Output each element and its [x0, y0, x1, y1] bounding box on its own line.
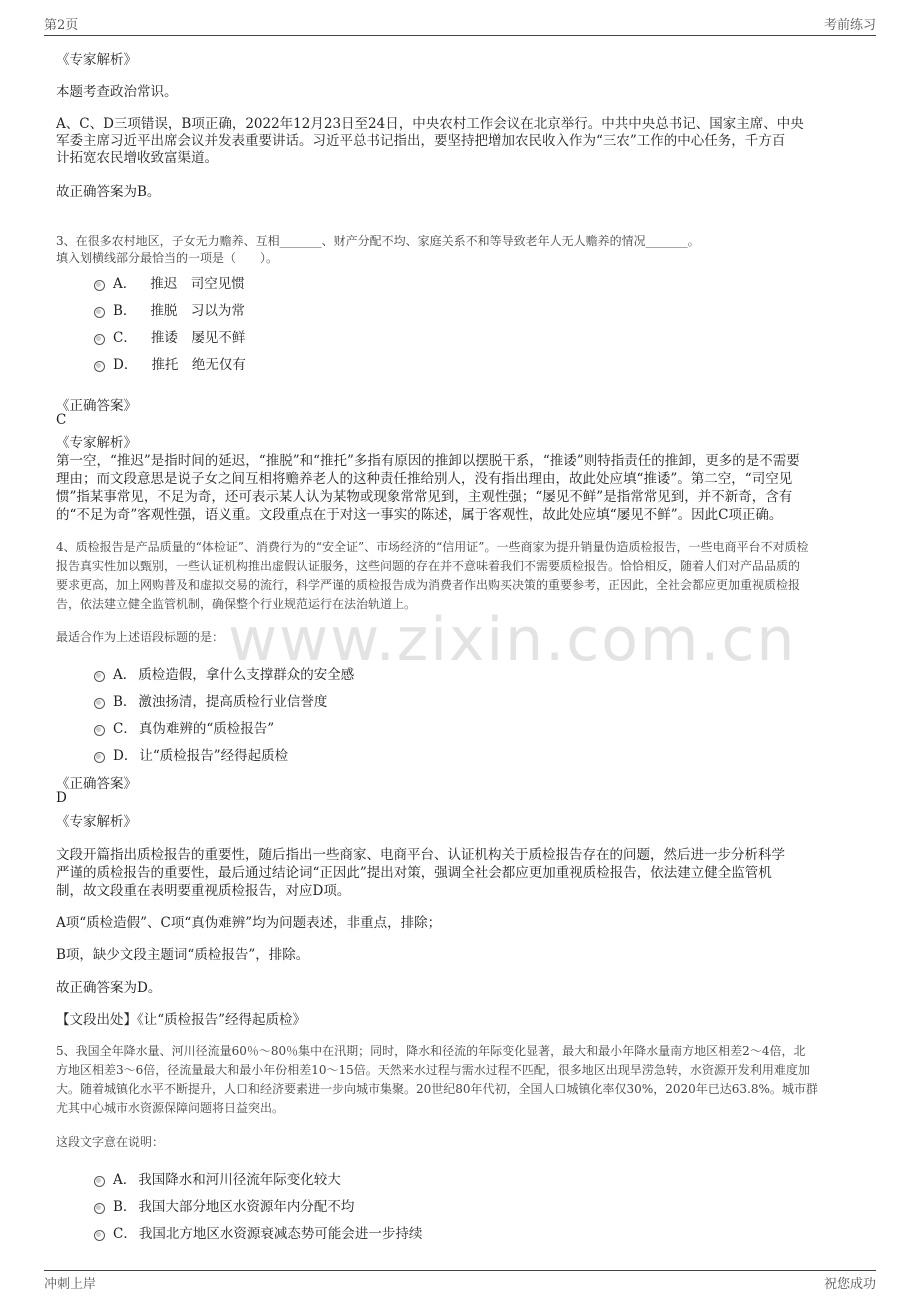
- watermark: www.zixin.com.cn: [228, 605, 797, 675]
- q3-option-b[interactable]: B． 推脱 习以为常: [94, 299, 245, 319]
- q5-option-c[interactable]: C． 我国北方地区水资源衰减态势可能会进一步持续: [94, 1222, 422, 1242]
- q3-answer: C: [56, 412, 67, 428]
- q2-body-line: 计拓宽农民增收致富渠道。: [56, 150, 218, 166]
- q5-stem-line: 大。随着城镇化水平不断提升，人口和经济要素进一步向城市集聚。20世纪80年代初，全国人口城镇化率仅30%，2020年已达63.8%。城市群: [56, 1082, 818, 1096]
- q4-stem-line: 报告真实性加以甄别，一些认证机构推出虚假认证服务，这些问题的存在并不意味着我们不需要质检报告。恰恰相反，随着人们对产品品质的: [56, 559, 801, 573]
- radio-icon[interactable]: [94, 307, 105, 318]
- q2-conclusion: 故正确答案为B。: [56, 184, 161, 200]
- q4-analysis-line: 文段开篇指出质检报告的重要性，随后指出一些商家、电商平台、认证机构关于质检报告存在的问题，然后进一步分析科学: [56, 847, 785, 863]
- q3-analysis-line: 理由；而文段意思是说子女之间互相将赡养老人的这种责任推给别人，没有指出理由，故此处应填“推诿”。第二空，“司空见: [56, 471, 793, 487]
- q5-stem-line: 尤其中心城市水资源保障问题将日益突出。: [56, 1101, 285, 1115]
- page-header: [44, 14, 876, 36]
- radio-icon[interactable]: [94, 698, 105, 709]
- radio-icon[interactable]: [94, 1176, 105, 1187]
- q4-analysis-line: 严谨的质检报告的重要性，最后通过结论词“正因此”提出对策，强调全社会都应更加重视质检报告，依法建立健全监管机: [56, 865, 772, 881]
- q4-option-c[interactable]: C． 真伪难辨的“质检报告”: [94, 717, 274, 737]
- q4-stem-line: 告，依法建立健全监管机制，确保整个行业规范运行在法治轨道上。: [56, 597, 417, 611]
- q3-option-a[interactable]: A． 推迟 司空见惯: [94, 272, 245, 292]
- radio-icon[interactable]: [94, 280, 105, 291]
- radio-icon[interactable]: [94, 725, 105, 736]
- footer-left: 冲刺上岸: [44, 1277, 97, 1292]
- q4-option-a[interactable]: A． 质检造假，拿什么支撑群众的安全感: [94, 663, 354, 683]
- q3-stem-line: 填入划横线部分最恰当的一项是（ ）。: [56, 251, 279, 265]
- q4-note: B项，缺少文段主题词“质检报告”，排除。: [56, 947, 310, 963]
- q3-analysis-line: 惯”指某事常见，不足为奇，还可表示某人认为某物或现象常常见到，主观性强；“屡见不鲜”是指常常见到，并不新奇，含有: [56, 489, 793, 505]
- q2-body-line: 军委主席习近平出席会议并发表重要讲话。习近平总书记指出，要坚持把增加农民收入作为“三农”工作的中心任务，千方百: [56, 133, 786, 149]
- radio-icon[interactable]: [94, 671, 105, 682]
- q4-stem-line: 要求更高，加上网购普及和虚拟交易的流行，科学严谨的质检报告成为消费者作出购买决策的重要参考，正因此，全社会都应更加重视质检报: [56, 578, 801, 592]
- q4-conclusion: 故正确答案为D。: [56, 980, 162, 996]
- q5-prompt: 这段文字意在说明：: [56, 1135, 165, 1149]
- radio-icon[interactable]: [94, 334, 105, 345]
- q5-stem-line: 5、我国全年降水量、河川径流量60％～80％集中在汛期；同时，降水和径流的年际变化显著，最大和最小年降水量南方地区相差2～4倍，北: [56, 1044, 806, 1058]
- page-number: 第2页: [44, 18, 79, 33]
- q4-stem-line: 4、质检报告是产品质量的“体检证”、消费行为的“安全证”、市场经济的“信用证”。一些商家为提升销量伪造质检报告，一些电商平台不对质检: [56, 540, 809, 554]
- q5-stem-line: 方地区相差3～6倍，径流量最大和最小年份相差10～15倍。天然来水过程与需水过程不匹配，很多地区出现旱涝急转，水资源开发利用难度加: [56, 1063, 810, 1077]
- header-title: 考前练习: [823, 18, 876, 33]
- q4-answer: D: [56, 790, 67, 806]
- radio-icon[interactable]: [94, 361, 105, 372]
- q2-analysis-title: 《专家解析》: [56, 52, 137, 68]
- radio-icon[interactable]: [94, 1203, 105, 1214]
- q4-source: 【文段出处】《让“质检报告”经得起质检》: [56, 1012, 307, 1028]
- q3-option-d[interactable]: D． 推托 绝无仅有: [94, 353, 246, 373]
- q4-analysis-line: 制，故文段重在表明要重视质检报告，对应D项。: [56, 883, 351, 899]
- q4-option-d[interactable]: D． 让“质检报告”经得起质检: [94, 744, 288, 764]
- q3-analysis-title: 《专家解析》: [56, 435, 137, 451]
- q3-analysis-line: 第一空，“推迟”是指时间的延迟，“推脱”和“推托”多指有原因的推卸以摆脱干系，“推诿”则特指责任的推卸，更多的是不需要: [56, 453, 800, 469]
- q5-option-a[interactable]: A． 我国降水和河川径流年际变化较大: [94, 1168, 341, 1188]
- q2-intro: 本题考查政治常识。: [56, 84, 178, 100]
- q3-analysis-line: 的“不足为奇”客观性强，语义重。文段重点在于对这一事实的陈述，属于客观性，故此处应填“屡见不鲜”。因此C项正确。: [56, 507, 783, 523]
- q4-answer-title: 《正确答案》: [56, 776, 137, 792]
- q3-option-c[interactable]: C． 推诿 屡见不鲜: [94, 326, 245, 346]
- footer-right: 祝您成功: [823, 1277, 876, 1292]
- q4-prompt: 最适合作为上述语段标题的是：: [56, 630, 225, 644]
- q4-note: A项“质检造假”、C项“真伪难辨”均为问题表述，非重点，排除；: [56, 915, 442, 931]
- q4-option-b[interactable]: B． 激浊扬清，提高质检行业信誉度: [94, 690, 327, 710]
- radio-icon[interactable]: [94, 1230, 105, 1241]
- radio-icon[interactable]: [94, 752, 105, 763]
- q3-stem-line: 3、在很多农村地区，子女无力赡养、互相_______、财产分配不均、家庭关系不和等导致老年人无人赡养的情况_______。: [56, 234, 700, 248]
- q3-answer-title: 《正确答案》: [56, 398, 137, 414]
- q5-option-b[interactable]: B． 我国大部分地区水资源年内分配不均: [94, 1195, 354, 1215]
- q4-analysis-title: 《专家解析》: [56, 814, 137, 830]
- page-footer: [44, 1270, 876, 1292]
- q2-body-line: A、C、D三项错误，B项正确，2022年12月23日至24日，中央农村工作会议在北京举行。中共中央总书记、国家主席、中央: [56, 116, 804, 132]
